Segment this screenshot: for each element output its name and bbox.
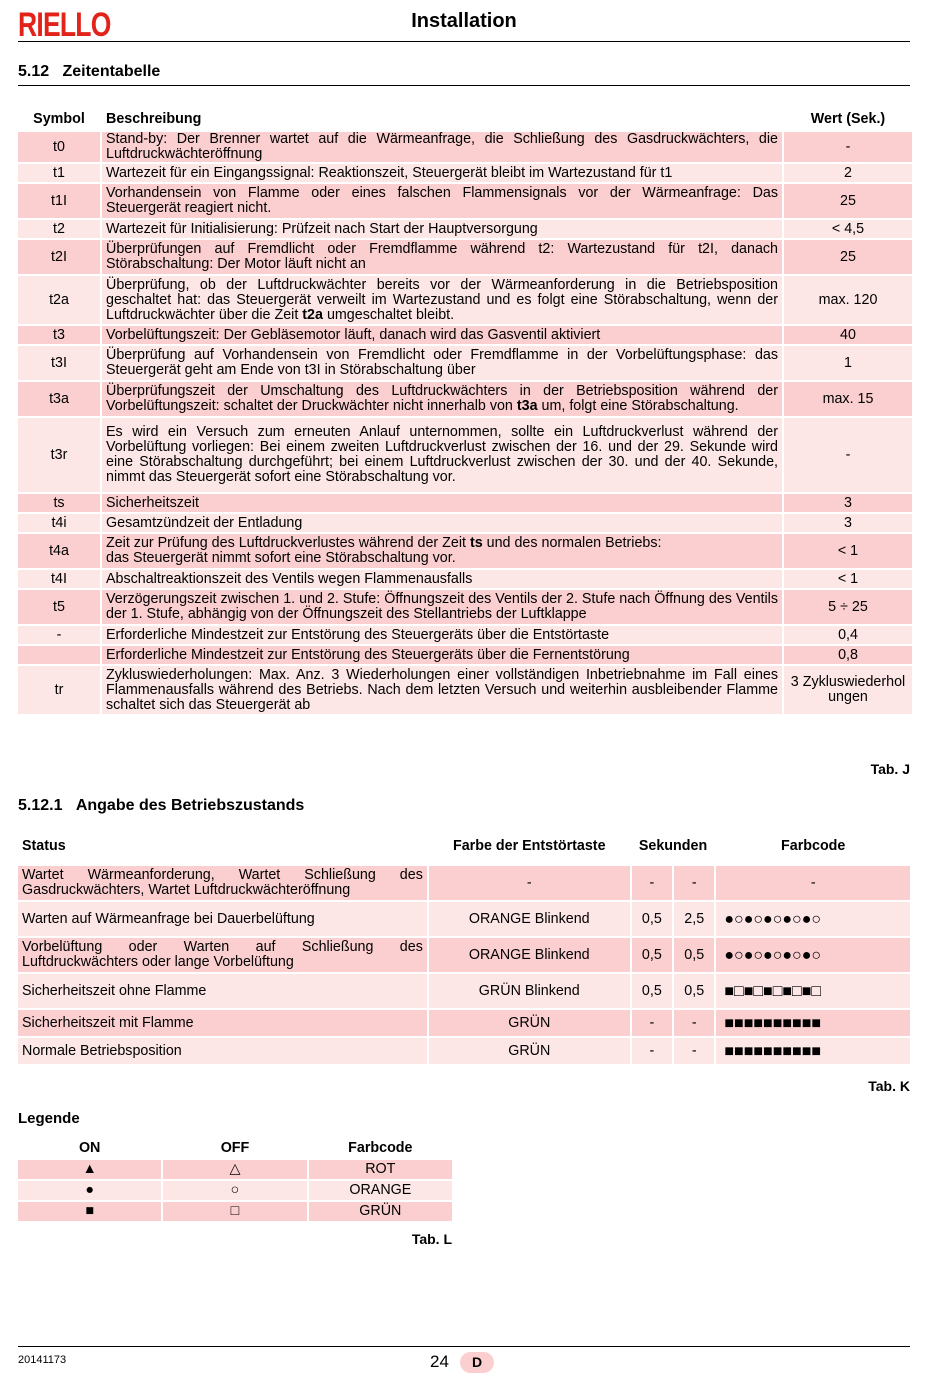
symbol-cell: t5 — [18, 590, 100, 624]
description-text: Vorhandensein von Flamme oder eines falschen Flammensignals vor der Wärmeanfrage: Das Steuergerät reagiert nicht. — [106, 185, 778, 216]
description-cell — [102, 276, 782, 324]
description-cell — [102, 164, 782, 182]
col-button-color: Farbe der Entstörtaste — [429, 828, 630, 864]
table-row — [18, 902, 910, 936]
description-cell — [102, 418, 782, 492]
description-cell — [102, 382, 782, 416]
page-header-title: Installation — [411, 10, 517, 32]
table-row — [18, 1010, 910, 1036]
table-row — [18, 346, 912, 380]
seconds-off-cell: - — [674, 1010, 714, 1036]
symbol-cell: t4i — [18, 514, 100, 532]
section-number: 5.12 — [18, 63, 50, 80]
value-cell: - — [784, 418, 912, 492]
seconds-off-cell: - — [674, 1038, 714, 1064]
description-text: Überprüfungen auf Fremdlicht oder Fremdflamme während t2: Wartezustand für t2I, danach Störabschaltung: Der Motor läuft nicht an — [106, 241, 778, 272]
section-number: 5.12.1 — [18, 797, 63, 814]
table-row — [18, 866, 910, 900]
table-row — [18, 418, 912, 492]
off-symbol-icon: △ — [163, 1160, 306, 1179]
description-text: Es wird ein Versuch zum erneuten Anlauf unternommen, sollte ein Luftdruckverlust während der Vorbelüftung vorliegen: Bei einem zweiten Luftdruckverlust zwischen der 16. und der 29. Sekunde wird eine Störabschaltung durchgeführt; bei einem Luftdruckverlust zwischen der 30. und der 40. Sekunde, nimmt das Steuergerät sofort eine Störabschaltung vor. — [106, 424, 778, 485]
table-row — [18, 132, 912, 162]
table-row — [18, 382, 912, 416]
value-cell: 25 — [784, 184, 912, 218]
seconds-off-cell: - — [674, 866, 714, 900]
description-cell — [102, 220, 782, 238]
value-cell: 25 — [784, 240, 912, 274]
legend-heading: Legende — [18, 1110, 80, 1127]
color-code-cell: - — [716, 866, 910, 900]
description-cell — [102, 514, 782, 532]
value-cell: 3 — [784, 514, 912, 532]
description-cell — [102, 240, 782, 274]
description-cell — [102, 326, 782, 344]
status-cell: Sicherheitszeit mit Flamme — [18, 1010, 427, 1036]
on-symbol-icon: ● — [18, 1181, 161, 1200]
symbol-cell: t0 — [18, 132, 100, 162]
description-text: um, folgt eine Störabschaltung. — [537, 398, 739, 414]
description-cell — [102, 626, 782, 644]
description-cell — [102, 494, 782, 512]
color-code-cell: ■□■□■□■□■□ — [716, 974, 910, 1008]
symbol-cell: t3a — [18, 382, 100, 416]
table-row — [18, 646, 912, 664]
value-cell: max. 15 — [784, 382, 912, 416]
symbol-cell: t3r — [18, 418, 100, 492]
table-row — [18, 626, 912, 644]
status-table — [16, 826, 912, 1066]
description-cell — [102, 590, 782, 624]
description-text: und des normalen Betriebs: das Steuergerät nimmt sofort eine Störabschaltung vor. — [106, 535, 662, 566]
color-name-cell: GRÜN — [309, 1202, 452, 1221]
table-row — [18, 1160, 452, 1179]
col-symbol: Symbol — [18, 108, 100, 130]
symbol-cell: tr — [18, 666, 100, 714]
value-cell: 0,4 — [784, 626, 912, 644]
description-cell — [102, 346, 782, 380]
description-bold: ts — [469, 535, 483, 551]
status-cell: Warten auf Wärmeanfrage bei Dauerbelüftung — [18, 902, 427, 936]
seconds-on-cell: 0,5 — [632, 938, 672, 972]
col-off: OFF — [163, 1138, 306, 1158]
description-text: Wartezeit für ein Eingangssignal: Reaktionszeit, Steuergerät bleibt im Wartezustand für t1 — [106, 164, 673, 181]
symbol-cell: ts — [18, 494, 100, 512]
tab-l-label: Tab. L — [411, 1231, 452, 1247]
button-color-cell: GRÜN — [429, 1038, 630, 1064]
color-name-cell: ORANGE — [309, 1181, 452, 1200]
description-text: Wartezeit für Initialisierung: Prüfzeit nach Start der Hauptversorgung — [106, 220, 538, 237]
status-cell: Normale Betriebsposition — [18, 1038, 427, 1064]
description-cell — [102, 646, 782, 664]
description-bold: t2a — [302, 306, 323, 323]
seconds-off-cell: 0,5 — [674, 938, 714, 972]
value-cell: 40 — [784, 326, 912, 344]
symbol-cell: t2a — [18, 276, 100, 324]
symbol-cell: t3 — [18, 326, 100, 344]
seconds-on-cell: - — [632, 866, 672, 900]
description-text: Vorbelüftungszeit: Der Gebläsemotor läuft, danach wird das Gasventil aktiviert — [106, 326, 601, 343]
table-row — [18, 326, 912, 344]
value-cell: 3 — [784, 494, 912, 512]
value-cell: 1 — [784, 346, 912, 380]
table-row — [18, 1181, 452, 1200]
description-text: Sicherheitszeit — [106, 494, 199, 511]
description-text: Stand-by: Der Brenner wartet auf die Wärmeanfrage, die Schließung des Gasdruckwächters, die Luftdruckwächteröffnung — [106, 131, 778, 162]
off-symbol-icon: ○ — [163, 1181, 306, 1200]
symbol-cell: t1I — [18, 184, 100, 218]
value-cell: - — [784, 132, 912, 162]
table-row — [18, 1202, 452, 1221]
description-text: Erforderliche Mindestzeit zur Entstörung des Steuergeräts über die Fernentstörung — [106, 646, 630, 663]
on-symbol-icon: ■ — [18, 1202, 161, 1221]
table-row — [18, 666, 912, 714]
value-cell: 3 Zykluswiederhol ungen — [784, 666, 912, 714]
description-cell — [102, 570, 782, 588]
description-text: Verzögerungszeit zwischen 1. und 2. Stufe: Öffnungszeit des Ventils der 2. Stufe nach Öffnung des Ventils der 1. Stufe, abhängig von der Öffnungszeit des Stellantriebs der Luftklappe — [106, 591, 778, 622]
status-cell: Sicherheitszeit ohne Flamme — [18, 974, 427, 1008]
button-color-cell: - — [429, 866, 630, 900]
language-badge: D — [460, 1352, 494, 1373]
description-cell — [102, 132, 782, 162]
symbol-cell: t1 — [18, 164, 100, 182]
description-text: Überprüfungszeit der Umschaltung des Luftdruckwächters in der Betriebsposition während der Vorbelüftungszeit: schaltet der Druckwächter nicht innerhalb von — [106, 383, 778, 414]
table-row — [18, 590, 912, 624]
value-cell: 2 — [784, 164, 912, 182]
value-cell: < 1 — [784, 534, 912, 568]
tab-k-label: Tab. K — [868, 1078, 910, 1094]
button-color-cell: GRÜN — [429, 1010, 630, 1036]
symbol-cell: t2 — [18, 220, 100, 238]
symbol-cell: t2I — [18, 240, 100, 274]
time-table — [16, 106, 914, 716]
off-symbol-icon: □ — [163, 1202, 306, 1221]
section-title: Angabe des Betriebszustands — [75, 797, 305, 814]
symbol-cell: t4I — [18, 570, 100, 588]
table-row — [18, 534, 912, 568]
symbol-cell: t3I — [18, 346, 100, 380]
color-code-cell: ●○●○●○●○●○ — [716, 938, 910, 972]
description-bold: t3a — [516, 398, 538, 414]
col-on: ON — [18, 1138, 161, 1158]
status-cell: Vorbelüftung oder Warten auf Schließung des Luftdruckwächters oder lange Vorbelüftung — [18, 938, 427, 972]
section-rule — [18, 85, 910, 86]
value-cell: < 4,5 — [784, 220, 912, 238]
value-cell: 5 ÷ 25 — [784, 590, 912, 624]
description-text: Überprüfung, ob der Luftdruckwächter bereits vor der Wärmeanforderung in die Betriebsposition geschaltet hat: das Steuergerät verweilt im Wartezustand und es folgt eine Störabschaltung, wenn der Luftdruckwächter über die Zeit — [106, 276, 778, 323]
color-code-cell: ■■■■■■■■■■ — [716, 1010, 910, 1036]
table-row — [18, 494, 912, 512]
description-text: umgeschaltet bleibt. — [322, 306, 455, 323]
button-color-cell: GRÜN Blinkend — [429, 974, 630, 1008]
col-seconds: Sekunden — [632, 828, 715, 864]
description-cell — [102, 666, 782, 714]
description-text: Erforderliche Mindestzeit zur Entstörung des Steuergeräts über die Entstörtaste — [106, 626, 610, 643]
table-row — [18, 1038, 910, 1064]
description-text: Zeit zur Prüfung des Luftdruckverlustes während der Zeit — [106, 535, 470, 551]
seconds-on-cell: - — [632, 1010, 672, 1036]
seconds-off-cell: 0,5 — [674, 974, 714, 1008]
page-number: 24 — [430, 1352, 449, 1371]
color-code-cell: ●○●○●○●○●○ — [716, 902, 910, 936]
description-cell — [102, 534, 782, 568]
table-row — [18, 164, 912, 182]
description-text: Abschaltreaktionszeit des Ventils wegen Flammenausfalls — [106, 570, 473, 587]
col-description: Beschreibung — [102, 108, 782, 130]
button-color-cell: ORANGE Blinkend — [429, 938, 630, 972]
status-cell: Wartet Wärmeanforderung, Wartet Schließung des Gasdruckwächters, Wartet Luftdruckwächteröffnung — [18, 866, 427, 900]
description-text: Überprüfung auf Vorhandensein von Fremdlicht oder Fremdflamme in der Vorbelüftungsphase: das Steuergerät geht am Ende von t3I in Störabschaltung über — [106, 347, 778, 378]
description-cell — [102, 184, 782, 218]
value-cell: max. 120 — [784, 276, 912, 324]
color-name-cell: ROT — [309, 1160, 452, 1179]
on-symbol-icon: ▲ — [18, 1160, 161, 1179]
section-512-heading — [18, 63, 160, 81]
button-color-cell: ORANGE Blinkend — [429, 902, 630, 936]
seconds-off-cell: 2,5 — [674, 902, 714, 936]
col-legend-code: Farbcode — [309, 1138, 452, 1158]
table-row — [18, 240, 912, 274]
seconds-on-cell: 0,5 — [632, 974, 672, 1008]
symbol-cell: t4a — [18, 534, 100, 568]
seconds-on-cell: - — [632, 1038, 672, 1064]
section-5121-heading — [18, 797, 304, 815]
section-title: Zeitentabelle — [62, 63, 161, 80]
col-color-code: Farbcode — [716, 828, 910, 864]
symbol-cell: - — [18, 626, 100, 644]
table-row — [18, 514, 912, 532]
table-row — [18, 570, 912, 588]
symbol-cell — [18, 646, 100, 664]
table-row — [18, 184, 912, 218]
footer-rule — [18, 1346, 910, 1347]
document-code: 20141173 — [18, 1354, 67, 1366]
description-text: Gesamtzündzeit der Entladung — [106, 514, 303, 531]
col-value: Wert (Sek.) — [784, 108, 912, 130]
table-row — [18, 220, 912, 238]
tab-j-label: Tab. J — [870, 761, 910, 777]
color-code-cell: ■■■■■■■■■■ — [716, 1038, 910, 1064]
riello-logo: RIELLO — [18, 6, 111, 44]
value-cell: 0,8 — [784, 646, 912, 664]
table-row — [18, 276, 912, 324]
table-row — [18, 938, 910, 972]
header-rule — [18, 41, 910, 42]
legend-table — [16, 1136, 454, 1223]
value-cell: < 1 — [784, 570, 912, 588]
table-row — [18, 974, 910, 1008]
col-status: Status — [18, 828, 427, 864]
description-text: Zykluswiederholungen: Max. Anz. 3 Wiederholungen einer vollständigen Inbetriebnahme im Fall eines Flammenausfalls während des Betriebs. Nach dem letzten Versuch und weiterhin ausbleibender Flamme schaltet sich das Steuergerät ab — [106, 666, 778, 713]
seconds-on-cell: 0,5 — [632, 902, 672, 936]
